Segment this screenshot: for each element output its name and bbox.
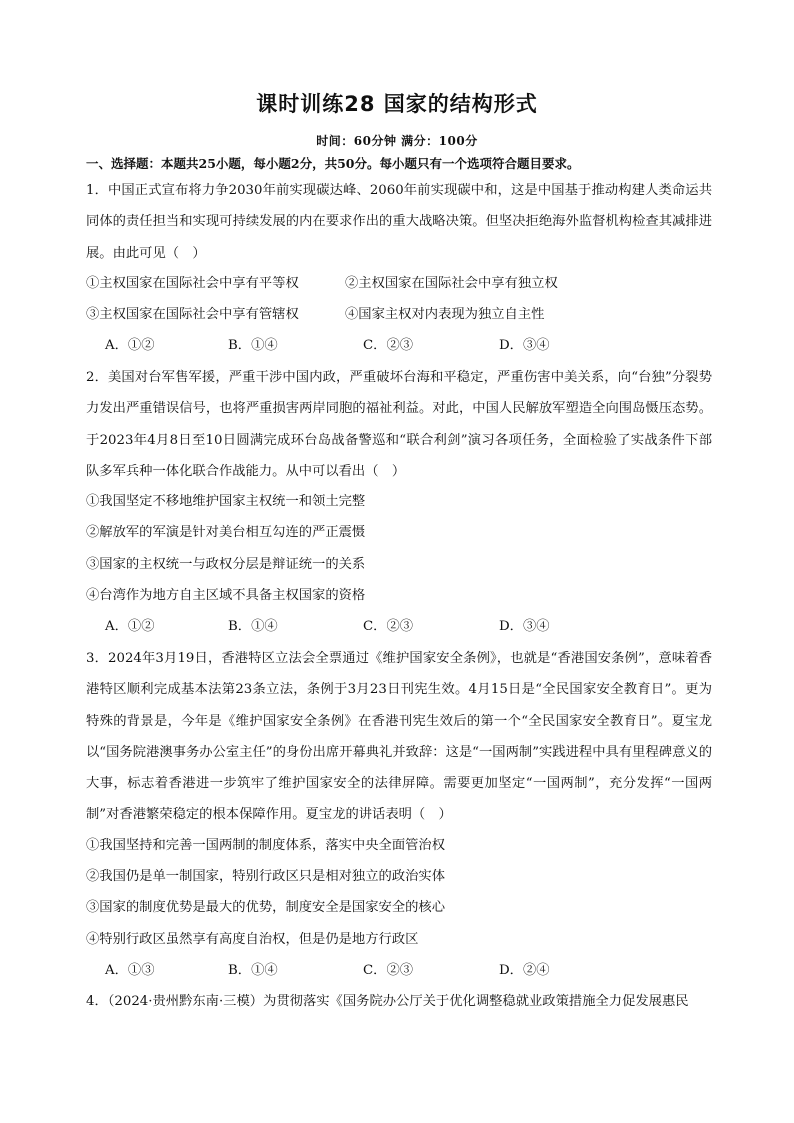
question-3-statement-1: ①我国坚持和完善一国两制的制度体系，落实中央全面管治权	[86, 838, 446, 853]
question-2-choice-d[interactable]: D．③④	[499, 619, 550, 634]
question-1-choice-b[interactable]: B．①④	[228, 338, 278, 353]
question-2-stem: 2．美国对台军售军援，严重干涉中国内政，严重破坏台海和平稳定，严重伤害中美关系，向“台独”分裂势力发出严重错误信号，也将严重损害两岸同胞的福祉利益。对此，中国人民解放军塑造全向围岛慑压态势。于2023年4月8日至10日圆满完成环台岛战备警巡和“联合利剑”演习各项任务，全面检验了实战条件下部队多军兵种一体化联合作战能力。从中可以看出（ ）	[86, 370, 712, 479]
question-2-choice-c[interactable]: C．②③	[363, 619, 414, 634]
question-3-choice-a[interactable]: A．①③	[105, 963, 155, 978]
question-3-statement-3: ③国家的制度优势是最大的优势，制度安全是国家安全的核心	[86, 900, 446, 915]
question-2-choice-b[interactable]: B．①④	[228, 619, 278, 634]
question-2-choice-a[interactable]: A．①②	[105, 619, 155, 634]
question-4-stem: 4．（2024·贵州黔东南·三模）为贯彻落实《国务院办公厅关于优化调整稳就业政策措施全力促发展惠民	[86, 994, 689, 1009]
question-2-statement-1: ①我国坚定不移地维护国家主权统一和领土完整	[86, 494, 366, 509]
question-1-statement-4: ④国家主权对内表现为独立自主性	[345, 307, 545, 322]
question-1-statement-1: ①主权国家在国际社会中享有平等权	[86, 276, 299, 291]
question-3-choice-b[interactable]: B．①④	[228, 963, 278, 978]
question-1-statement-2: ②主权国家在国际社会中享有独立权	[345, 276, 558, 291]
question-3-statement-2: ②我国仍是单一制国家，特别行政区只是相对独立的政治实体	[86, 869, 446, 884]
question-2-statement-4: ④台湾作为地方自主区域不具备主权国家的资格	[86, 588, 366, 603]
question-3-choice-d[interactable]: D．②④	[499, 963, 550, 978]
question-2-statement-3: ③国家的主权统一与政权分层是辩证统一的关系	[86, 557, 366, 572]
question-1-statement-3: ③主权国家在国际社会中享有管辖权	[86, 307, 299, 322]
question-1-choice-a[interactable]: A．①②	[105, 338, 155, 353]
section-heading: 一、选择题：本题共25小题，每小题2分，共50分。每小题只有一个选项符合题目要求。	[86, 156, 580, 171]
question-1-stem: 1．中国正式宣布将力争2030年前实现碳达峰、2060年前实现碳中和，这是中国基于推动构建人类命运共同体的责任担当和实现可持续发展的内在要求作出的重大战略决策。但坚决拒绝海外监督机构检查其减排进展。由此可见（ ）	[86, 183, 712, 261]
question-3-stem: 3．2024年3月19日，香港特区立法会全票通过《维护国家安全条例》，也就是“香港国安条例”，意味着香港特区顺利完成基本法第23条立法，条例于3月23日刊宪生效。4月15日是“全民国家安全教育日”。更为特殊的背景是，今年是《维护国家安全条例》在香港刊宪生效后的第一个“全民国家安全教育日”。夏宝龙以“国务院港澳事务办公室主任”的身份出席开幕典礼并致辞：这是“一国两制”实践进程中具有里程碑意义的大事，标志着香港进一步筑牢了维护国家安全的法律屏障。需要更加坚定“一国两制”，充分发挥“一国两制”对香港繁荣稳定的根本保障作用。夏宝龙的讲话表明（ ）	[86, 651, 712, 823]
question-3-choice-c[interactable]: C．②③	[363, 963, 414, 978]
time-score-info: 时间：60分钟 满分：100分	[316, 134, 478, 148]
question-1-choice-d[interactable]: D．③④	[499, 338, 550, 353]
question-2-statement-2: ②解放军的军演是针对美台相互勾连的严正震慑	[86, 525, 366, 540]
page-title: 课时训练28 国家的结构形式	[256, 92, 538, 116]
question-1-choice-c[interactable]: C．②③	[363, 338, 414, 353]
question-3-statement-4: ④特别行政区虽然享有高度自治权，但是仍是地方行政区	[86, 932, 419, 947]
